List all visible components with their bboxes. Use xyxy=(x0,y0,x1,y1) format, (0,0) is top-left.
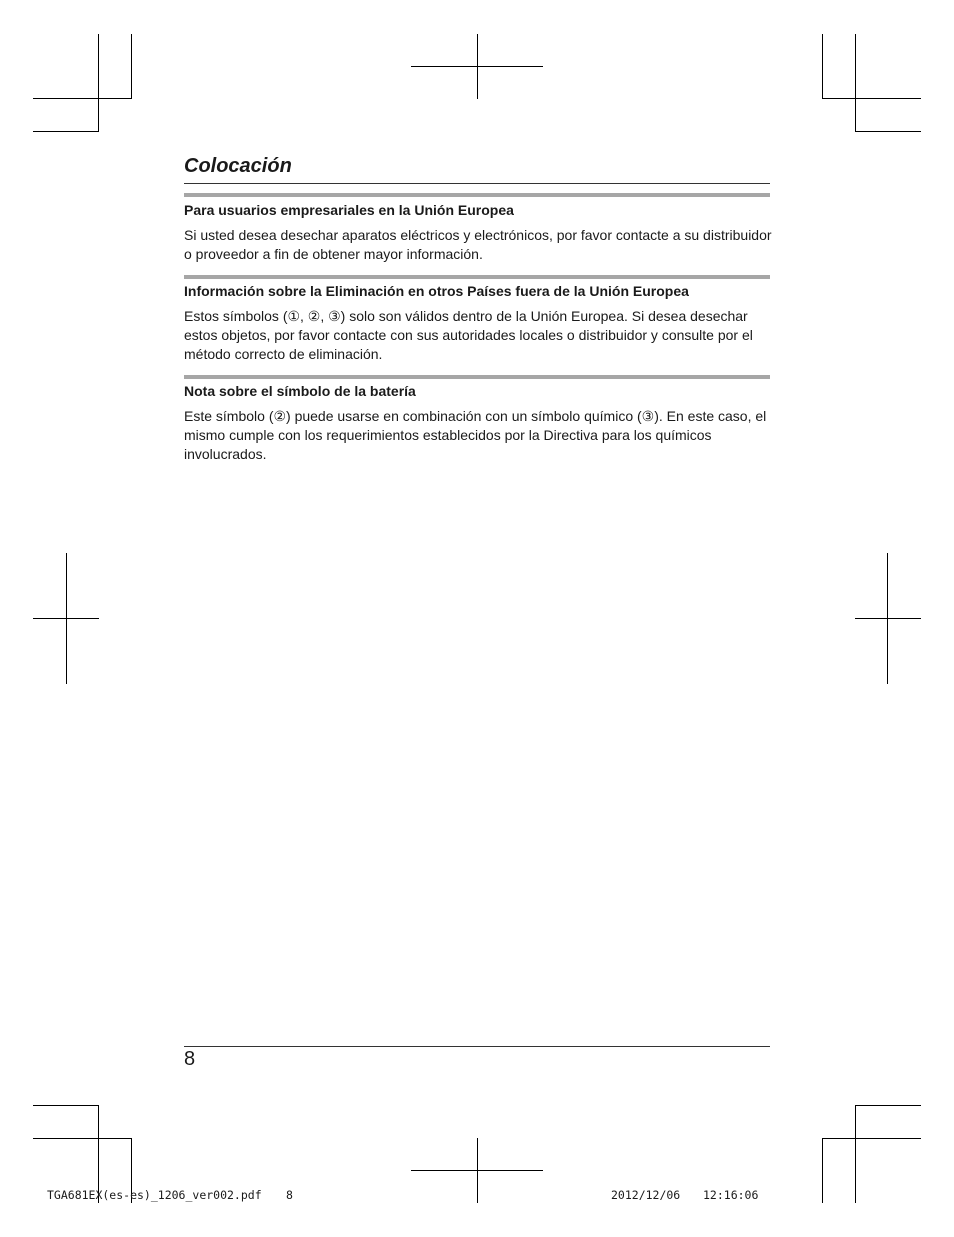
section-body: Estos símbolos (①, ②, ③) solo son válidos dentro de la Unión Europea. Si desea desechar estos objetos, por favor contacte con sus autoridades locales o distribuidor y consulte por el método correcto de eliminación. xyxy=(184,308,753,362)
crop-mark xyxy=(855,131,921,132)
crop-mark xyxy=(411,1170,543,1171)
section-body: Si usted desea desechar aparatos eléctricos y electrónicos, por favor contacte a su distribuidor o proveedor a fin de obtener mayor información. xyxy=(184,227,772,262)
crop-mark xyxy=(131,34,132,99)
section-body: Este símbolo (②) puede usarse en combinación con un símbolo químico (③). En este caso, el mismo cumple con los requerimientos establecidos por la Directiva para los químicos involucrados. xyxy=(184,408,767,462)
print-date: 2012/12/06 xyxy=(611,1188,681,1202)
crop-mark xyxy=(411,66,543,67)
crop-mark xyxy=(33,98,131,99)
crop-mark xyxy=(33,1138,131,1139)
crop-mark xyxy=(855,618,921,619)
page-title: Colocación xyxy=(184,155,292,177)
section-heading: Para usuarios empresariales en la Unión Europea xyxy=(184,202,514,218)
section-divider xyxy=(184,193,770,197)
crop-mark xyxy=(33,618,99,619)
crop-mark xyxy=(855,1105,921,1106)
section-divider xyxy=(184,275,770,279)
print-file-page: 8 xyxy=(286,1188,293,1202)
section-heading: Información sobre la Eliminación en otros Países fuera de la Unión Europea xyxy=(184,283,689,299)
crop-mark xyxy=(855,34,856,132)
page-number: 8 xyxy=(184,1048,196,1070)
title-divider xyxy=(184,183,770,184)
print-file-name: TGA681EX(es-es)_1206_ver002.pdf xyxy=(47,1188,262,1202)
crop-mark xyxy=(855,1105,856,1203)
crop-mark xyxy=(33,131,98,132)
footer-divider xyxy=(184,1046,770,1047)
crop-mark xyxy=(822,1138,823,1203)
section-divider xyxy=(184,375,770,379)
print-time: 12:16:06 xyxy=(703,1188,759,1202)
section-heading: Nota sobre el símbolo de la batería xyxy=(184,383,416,399)
crop-mark xyxy=(822,98,921,99)
crop-mark xyxy=(822,1138,921,1139)
crop-mark xyxy=(98,34,99,132)
crop-mark xyxy=(822,34,823,99)
crop-mark xyxy=(33,1105,98,1106)
